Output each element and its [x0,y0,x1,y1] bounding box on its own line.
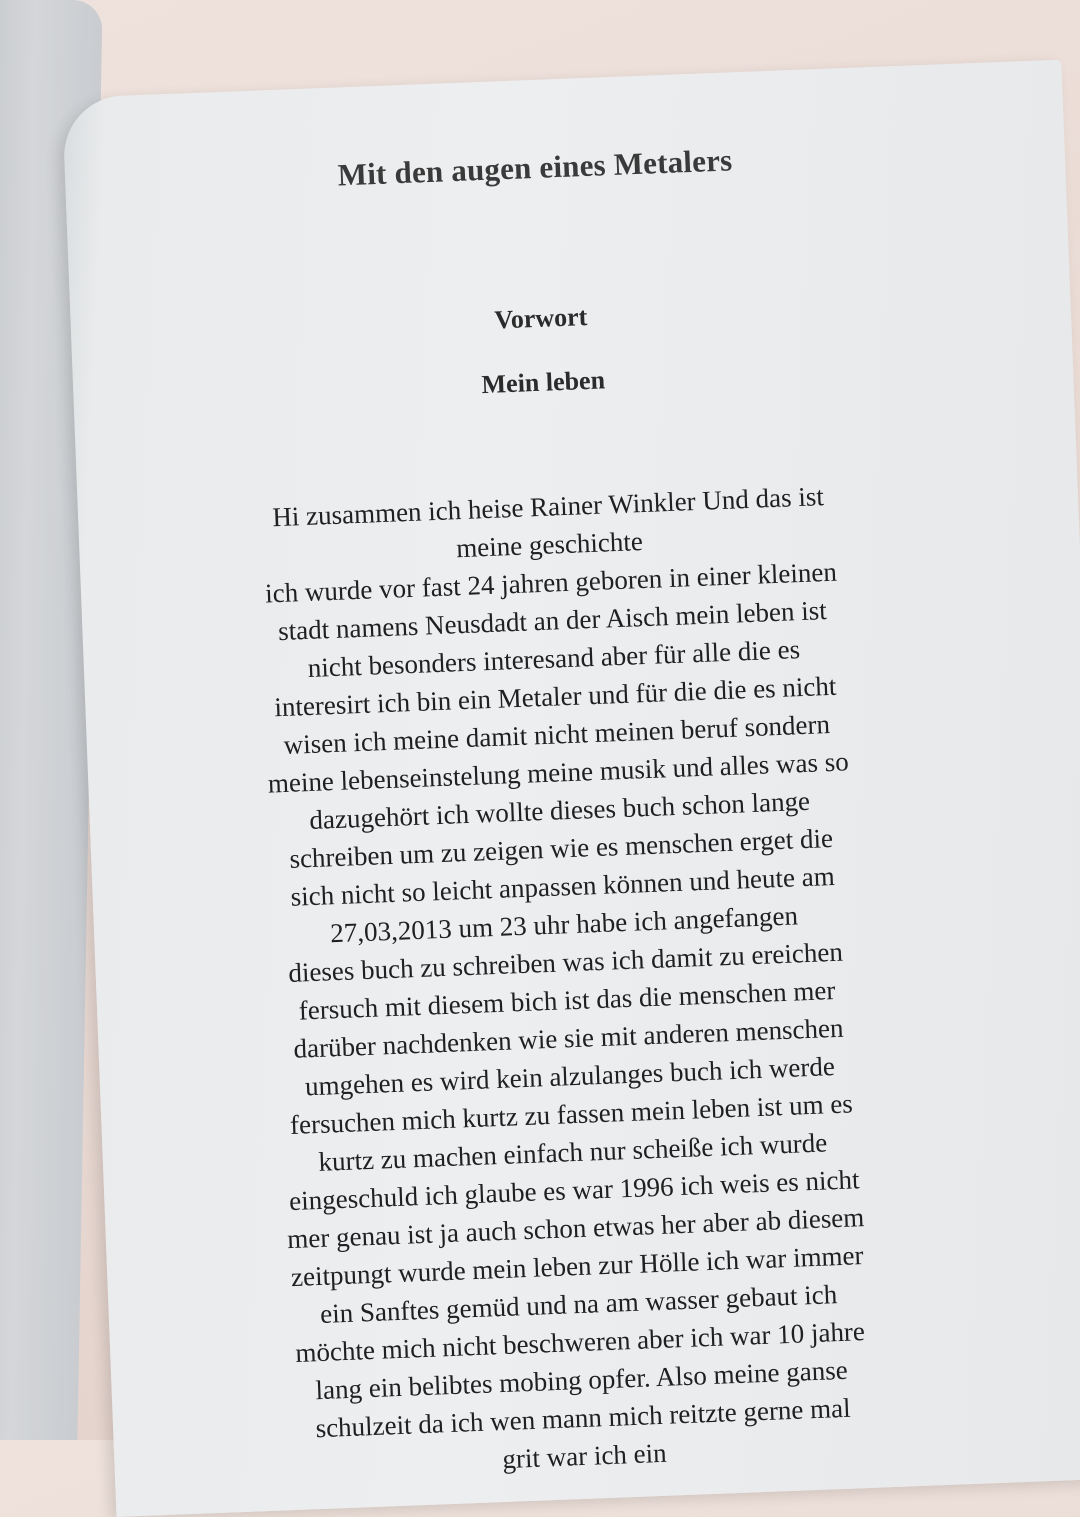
heading-vorwort: Vorwort [493,302,588,335]
text-line: mer genau ist ja auch schon etwas her aber ab diesem [286,1202,865,1255]
text-line: möchte mich nicht beschweren aber ich war 10 jahre [294,1316,866,1368]
text-line: meine geschichte [455,526,644,564]
heading-mein-leben: Mein leben [481,365,606,400]
text-line: schulzeit da ich wen mann mich reitzte gerne mal [315,1392,852,1444]
text-line: meine lebenseinstelung meine musik und alles was so [267,746,850,799]
text-line: dazugehört ich wollte dieses buch schon lange [308,785,811,836]
text-line: schreiben um zu zeigen wie es menschen erget die [288,822,834,874]
text-line: darüber nachdenken wie sie mit anderen menschen [292,1012,844,1064]
book-page [62,60,1080,1517]
text-line: nicht besonders interesand aber für alle die es [307,634,801,683]
text-line: ich wurde vor fast 24 jahren geboren in einer kleinen [264,556,838,609]
text-line: umgehen es wird kein alzulanges buch ich werde [304,1051,836,1102]
text-line: stadt namens Neusdadt an der Aisch mein leben ist [277,595,828,647]
text-line: dieses buch zu schreiben was ich damit zu ereichen [287,936,844,988]
text-line: kurtz zu machen einfach nur scheiße ich wurde [317,1127,828,1177]
body-text [208,475,925,1488]
text-line: grit war ich ein [501,1437,668,1475]
text-line: 27,03,2013 um 23 uhr habe ich angefangen [329,900,799,949]
text-line: zeitpungt wurde mein leben zur Hölle ich war immer [290,1240,864,1293]
text-line: ein Sanftes gemüd und na am wasser gebaut ich [319,1279,838,1329]
text-line: lang ein belibtes mobing opfer. Also meine ganse [315,1354,849,1406]
text-line: wisen ich meine damit nicht meinen beruf sondern [283,708,831,760]
page-content [195,137,925,1488]
text-line: interesirt ich bin ein Metaler und für die die es nicht [273,670,837,723]
book-title: Mit den augen eines Metalers [337,142,733,193]
text-line: fersuchen mich kurtz zu fassen mein leben ist um es [289,1088,854,1140]
text-line: Hi zusammen ich heise Rainer Winkler Und das ist [271,481,825,533]
text-line: eingeschuld ich glaube es war 1996 ich weis es nicht [288,1164,860,1217]
text-line: fersuch mit diesem bich ist das die menschen mer [298,974,836,1026]
text-line: sich nicht so leicht anpassen können und heute am [290,860,836,912]
